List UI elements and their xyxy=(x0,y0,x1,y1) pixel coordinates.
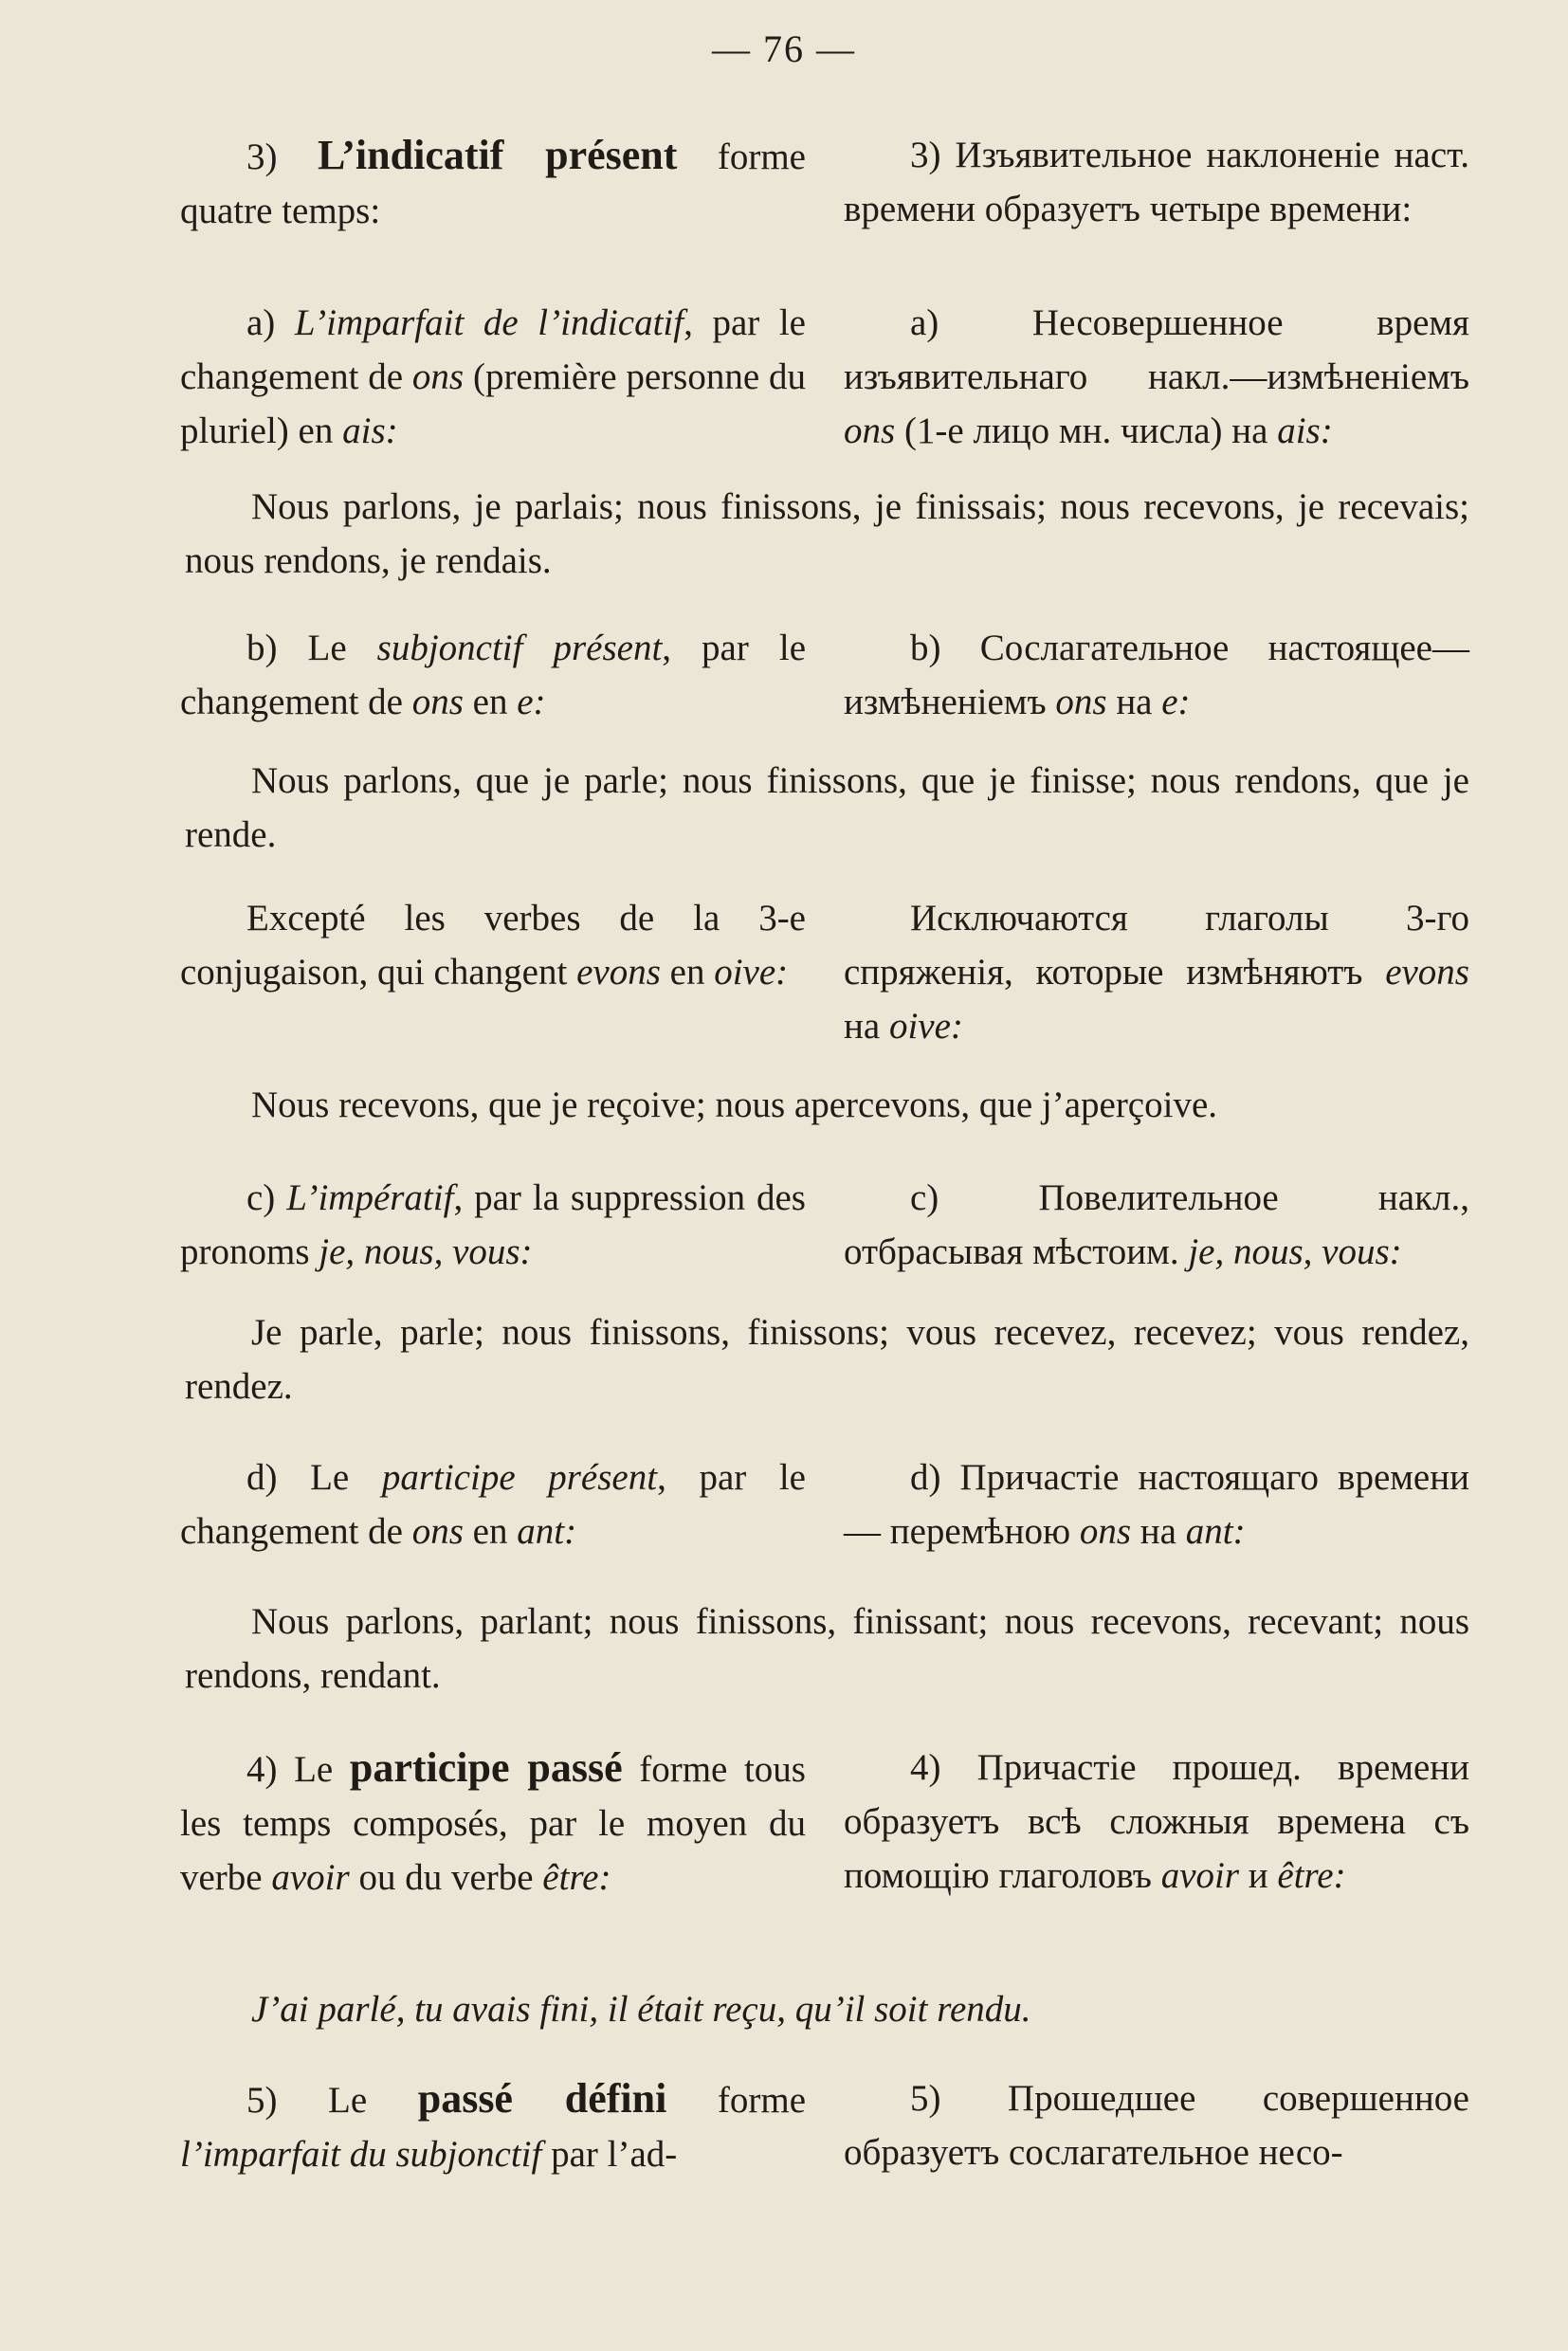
exception-example: Nous recevons, que je reçoive; nous apercevons, que j’aperçoive. xyxy=(251,1084,1218,1125)
exception-oive: oive: xyxy=(714,952,789,993)
exception-ru-oive: oive: xyxy=(888,1006,963,1047)
item-a-text2: (première personne du pluriel) en xyxy=(180,356,806,451)
item-c-term: L’impératif xyxy=(286,1177,454,1218)
item-d-ant: ant: xyxy=(517,1511,577,1552)
item-c-french xyxy=(180,1171,806,1279)
section-4-ru-text2: и xyxy=(1239,1855,1278,1896)
item-d-russian xyxy=(836,1450,1469,1558)
item-b-example: Nous parlons, que je parle; nous finissons, que je finisse; nous rendons, que je rende. xyxy=(185,760,1469,855)
exception-ru-evons: evons xyxy=(1385,952,1469,993)
section-4-russian xyxy=(836,1740,1469,1904)
item-d-term: participe présent xyxy=(381,1457,658,1498)
item-a-french xyxy=(180,296,806,458)
item-c-example: Je parle, parle; nous finissons, finissons; vous recevez, recevez; vous rendez, rendez. xyxy=(185,1312,1469,1407)
section-3-fr-text: forme quatre temps: xyxy=(180,137,806,231)
item-d-example: Nous parlons, parlant; nous finissons, finissant; nous recevons, recevant; nous rendons, rendant. xyxy=(185,1601,1469,1696)
item-b-term: subjonctif présent xyxy=(376,628,663,668)
item-b-ru-text2: на xyxy=(1106,682,1162,722)
item-b-ru-e: e: xyxy=(1161,682,1191,722)
section-5-french xyxy=(180,2071,806,2181)
exception-evons: evons xyxy=(576,952,661,993)
item-a-ru-ais: ais: xyxy=(1277,410,1333,451)
section-4-heading: participe passé xyxy=(349,1744,623,1791)
section-4-ru-avoir: avoir xyxy=(1160,1855,1240,1896)
exception-ru-text2: на xyxy=(844,1006,889,1047)
section-3-row xyxy=(180,128,1469,238)
section-4-text: forme tous les temps composés, par le moyen du verbe xyxy=(180,1749,806,1898)
section-5-number: 5) Le xyxy=(246,2080,418,2121)
item-c-pronouns: je, nous, vous: xyxy=(319,1231,533,1272)
section-5-term: l’imparfait du subjonctif xyxy=(180,2134,542,2175)
item-d-label: d) Le xyxy=(246,1457,382,1498)
section-3-french xyxy=(180,128,806,238)
section-5-text2: par l’ad- xyxy=(541,2134,678,2175)
item-b-text2: en xyxy=(463,682,518,722)
item-b-ru-text: b) Сослагательное настоящее—измѣненіемъ xyxy=(844,628,1469,722)
item-d-ru-text2: на xyxy=(1131,1511,1186,1552)
section-4-row xyxy=(180,1740,1469,1904)
item-b-french xyxy=(180,621,806,729)
exception-row xyxy=(180,891,1469,1053)
item-a-ru-text2: (1-е лицо мн. числа) на xyxy=(895,410,1278,451)
section-4-etre: être: xyxy=(542,1857,611,1898)
section-4-ru-text: 4) Причастіе прошед. времени образуетъ всѣ сложныя времена съ помощію глаголовъ xyxy=(844,1747,1469,1896)
section-3-number: 3) xyxy=(246,137,318,177)
item-b-ru-ons: ons xyxy=(1055,682,1107,722)
item-c-row xyxy=(180,1171,1469,1279)
section-3-russian: 3) Изъявительное наклоненіе наст. времени образуетъ четыре времени: xyxy=(844,135,1469,229)
exception-french xyxy=(180,891,806,1053)
item-c-ru-pronouns: je, nous, vous: xyxy=(1188,1231,1402,1272)
section-4-avoir: avoir xyxy=(271,1857,350,1898)
item-a-ais: ais: xyxy=(342,410,398,451)
item-a-label: a) xyxy=(246,302,295,343)
section-5-text: forme xyxy=(666,2080,807,2121)
item-d-french xyxy=(180,1450,806,1558)
item-d-row xyxy=(180,1450,1469,1558)
exception-text2: en xyxy=(660,952,715,993)
section-4-example: J’ai parlé, tu avais fini, il était reçu, qu’il soit rendu. xyxy=(251,1989,1031,2030)
item-c-text: , par la suppression des pronoms xyxy=(180,1177,806,1272)
section-5-russian: 5) Прошедшее совершенное образуетъ сослагательное несо- xyxy=(844,2078,1469,2173)
item-b-e: e: xyxy=(517,682,546,722)
section-4-text2: ou du verbe xyxy=(349,1857,543,1898)
section-5-row xyxy=(180,2071,1469,2181)
item-b-label: b) Le xyxy=(246,628,377,668)
item-d-text2: en xyxy=(463,1511,518,1552)
section-3-heading: L’indicatif présent xyxy=(317,132,678,178)
item-d-ru-text: d) Причастіе настоящаго времени — перемѣною xyxy=(844,1457,1469,1552)
item-a-text: , par le changement de xyxy=(180,302,806,397)
item-d-ru-ons: ons xyxy=(1079,1511,1132,1552)
item-a-russian xyxy=(836,296,1469,458)
item-a-term: L’imparfait de l’indicatif xyxy=(294,302,684,343)
item-a-row xyxy=(180,296,1469,458)
item-b-row xyxy=(180,621,1469,729)
section-4-number: 4) Le xyxy=(246,1749,350,1790)
item-d-ru-ant: ant: xyxy=(1185,1511,1246,1552)
section-5-heading: passé défini xyxy=(417,2075,667,2122)
item-c-russian xyxy=(836,1171,1469,1279)
page-number: — 76 — xyxy=(712,27,856,70)
item-a-ru-ons: ons xyxy=(844,410,896,451)
item-c-label: c) xyxy=(246,1177,287,1218)
item-c-ru-text: c) Повелительное накл., отбрасывая мѣстоим. xyxy=(844,1177,1469,1272)
item-b-russian xyxy=(836,621,1469,729)
exception-ru-text: Исключаются глаголы 3-го спряженія, которые измѣняютъ xyxy=(844,898,1469,993)
section-4-ru-etre: être: xyxy=(1277,1855,1346,1896)
item-d-ons: ons xyxy=(411,1511,464,1552)
item-a-ru-text: a) Несовершенное время изъявительнаго накл.—измѣненіемъ xyxy=(844,302,1469,397)
item-a-ons: ons xyxy=(411,356,465,397)
item-b-text: , par le changement de xyxy=(180,628,807,722)
exception-text: Excepté les verbes de la 3-e conjugaison, qui changent xyxy=(180,898,806,993)
item-d-text: , par le changement de xyxy=(180,1457,806,1552)
section-4-french xyxy=(180,1740,806,1904)
item-a-example: Nous parlons, je parlais; nous finissons, je finissais; nous recevons, je recevais; nous rendons, je rendais. xyxy=(185,486,1469,581)
exception-russian xyxy=(836,891,1469,1053)
item-b-ons: ons xyxy=(411,682,464,722)
